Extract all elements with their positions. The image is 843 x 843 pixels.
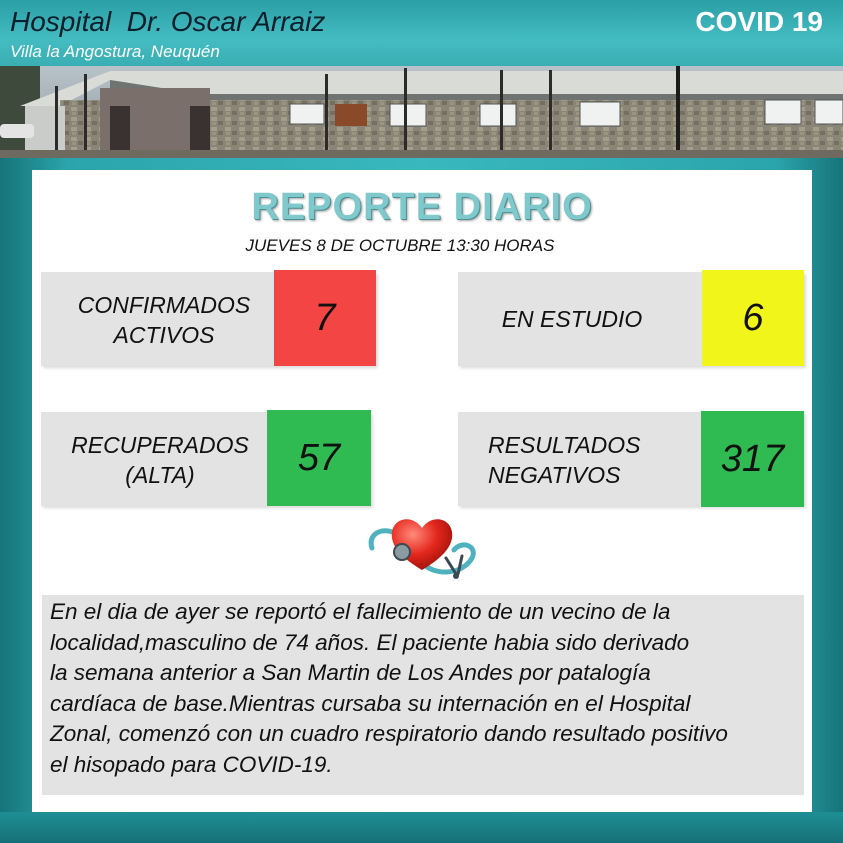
report-date: JUEVES 8 DE OCTUBRE 13:30 HORAS bbox=[245, 236, 555, 255]
stat-label-line2: (ALTA) bbox=[125, 462, 195, 488]
notice-line: localidad,masculino de 74 años. El paciente habia sido derivado bbox=[50, 629, 690, 655]
hospital-building-image bbox=[0, 66, 843, 158]
stat-value-recuperados: 57 bbox=[267, 410, 371, 506]
notice-line: En el dia de ayer se reportó el fallecimiento de un vecino de la bbox=[50, 599, 671, 624]
notice-text bbox=[50, 597, 808, 780]
stat-label-line1: CONFIRMADOS bbox=[77, 292, 251, 318]
stat-label-line2: NEGATIVOS bbox=[488, 462, 621, 488]
covid-tag: COVID 19 bbox=[695, 6, 823, 37]
stat-label-en-estudio: EN ESTUDIO bbox=[501, 306, 643, 332]
stat-label-line2: ACTIVOS bbox=[113, 322, 215, 348]
stat-card-recuperados bbox=[41, 412, 371, 506]
stat-card-negativos bbox=[458, 412, 804, 506]
stat-value-confirmados: 7 bbox=[274, 270, 376, 366]
notice-line: cardíaca de base.Mientras cursaba su internación en el Hospital bbox=[50, 690, 691, 716]
stat-card-en-estudio bbox=[458, 272, 804, 366]
stat-label-negativos bbox=[488, 430, 688, 490]
notice-line: la semana anterior a San Martin de Los Andes por patalogía bbox=[50, 660, 651, 685]
report-title: REPORTE DIARIO bbox=[251, 186, 593, 228]
notice-line: Zonal, comenzó con un cuadro respiratorio dando resultado positivo bbox=[50, 721, 728, 746]
stat-label-line1: RESULTADOS bbox=[488, 432, 641, 458]
footer-bar bbox=[0, 812, 843, 843]
hospital-building-photo bbox=[0, 66, 843, 158]
stat-label-line1: RECUPERADOS bbox=[71, 432, 249, 458]
stat-value-negativos: 317 bbox=[701, 411, 804, 507]
stat-card-confirmados bbox=[41, 272, 376, 366]
heart-stethoscope-icon bbox=[362, 510, 482, 580]
header-bar bbox=[0, 0, 843, 66]
notice-box bbox=[42, 595, 804, 795]
notice-line: el hisopado para COVID-19. bbox=[50, 751, 333, 777]
hospital-name: Hospital Dr. Oscar Arraiz bbox=[10, 6, 326, 37]
report-panel bbox=[32, 170, 812, 812]
stat-value-en-estudio: 6 bbox=[702, 270, 804, 366]
stat-label-recuperados bbox=[55, 430, 265, 490]
stat-label-confirmados bbox=[59, 290, 269, 350]
hospital-location: Villa la Angostura, Neuquén bbox=[10, 42, 220, 61]
